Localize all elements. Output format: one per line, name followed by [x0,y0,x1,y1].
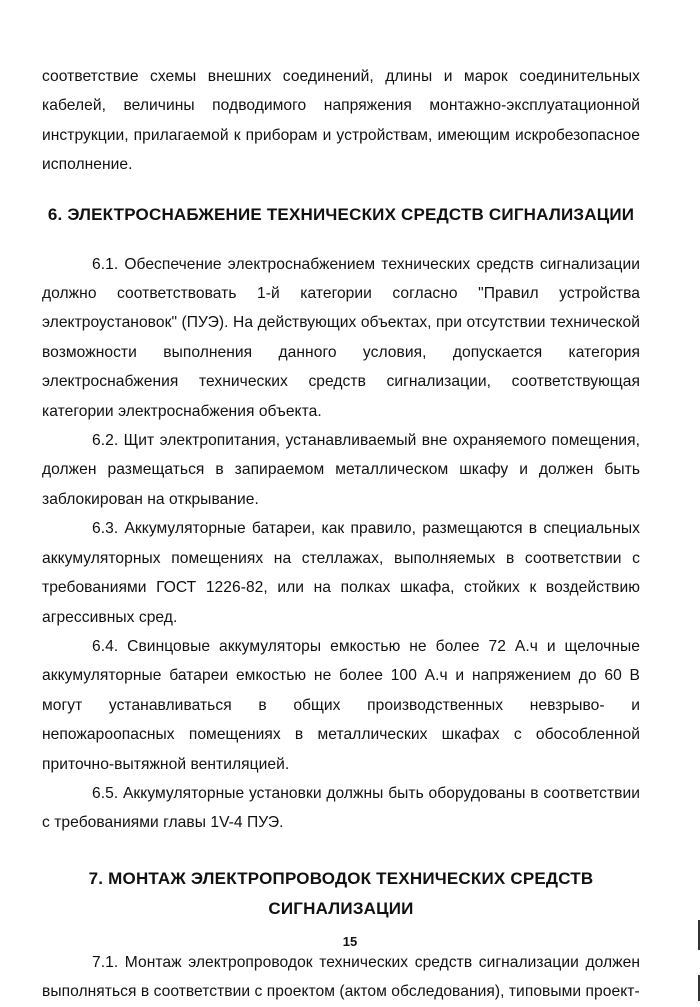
paragraph-6-1: 6.1. Обеспечение электроснабжением технических средств сигнализации должно соответствовать 1-й категории согласно "Правил устройства электроустановок" (ПУЭ). На действующих объектах, при отсутствии технической возможности выполнения данного условия, допускается категория электроснабжения технических средств сигнализации, соответствующая категории электроснабжения объекта. [42,255,640,420]
paragraph-6-2: 6.2. Щит электропитания, устанавливаемый вне охраняемого помещения, должен размещаться в запираемом металлическом шкафу и должен быть заблокирован на открывание. [42,432,640,508]
section-7-heading [42,864,640,924]
page-content [42,62,640,1007]
page-number: 15 [342,934,358,949]
section-6-heading: 6. ЭЛЕКТРОСНАБЖЕНИЕ ТЕХНИЧЕСКИХ СРЕДСТВ СИГНАЛИЗАЦИИ [47,204,635,224]
paragraph-6-3: 6.3. Аккумуляторные батареи, как правило, размещаются в специальных аккумуляторных помещениях на стеллажах, выполняемых в соответствии с требованиями ГОСТ 1226-82, или на полках шкафа, стойких к воздействию агрессивных сред. [42,520,640,626]
paragraph-6-4: 6.4. Свинцовые аккумуляторы емкостью не более 72 А.ч и щелочные аккумуляторные батареи емкостью не более 100 А.ч и напряжением до 60 В могут устанавливаться в общих производственных невзрыво- и непожароопасных помещениях в металлических шкафах с обособленной приточно-вытяжной вентиляцией. [42,637,640,773]
intro-paragraph: соответствие схемы внешних соединений, длины и марок соединительных кабелей, величины подводимого напряжения монтажно-эксплуатационной инструкции, прилагаемой к приборам и устройствам, имеющим искробезопасное исполнение. [42,68,640,174]
section-7-heading-line2: СИГНАЛИЗАЦИИ [268,898,414,918]
paragraph-7-1: 7.1. Монтаж электропроводок технических средств сигнализации должен выполняться в соответствии с проектом (актом обследования), типовыми проект- [42,953,640,1001]
paragraph-6-5: 6.5. Аккумуляторные установки должны быть оборудованы в соответствии с требованиями главы 1V-4 ПУЭ. [42,784,640,832]
section-7-heading-line1: 7. МОНТАЖ ЭЛЕКТРОПРОВОДОК ТЕХНИЧЕСКИХ СРЕДСТВ [88,868,594,888]
